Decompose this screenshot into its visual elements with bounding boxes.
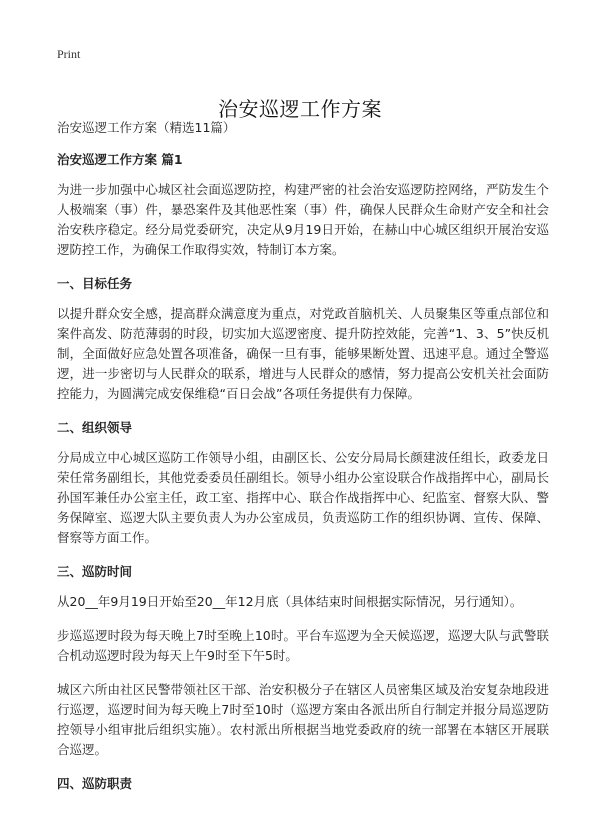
section-heading-duties: 四、巡防职责 bbox=[57, 776, 133, 791]
section-paragraph-leadership: 分局成立中心城区巡防工作领导小组，由副区长、公安分局局长颜建波任组长，政委龙日荣任常务副组长，其他党委委员任副组长。领导小组办公室设联合作战指挥中心，副局长孙国军兼任办公室主任，政工室、指挥中心、联合作战指挥中心、纪监室、督察大队、警务保障室、巡逻大队主要负责人为办公室成员，负责巡防工作的组织协调、宣传、保障、督察等方面工作。 bbox=[57, 450, 549, 545]
page-title: 治安巡逻工作方案 bbox=[218, 97, 382, 122]
print-link[interactable]: Print bbox=[57, 47, 81, 61]
document-body bbox=[57, 118, 549, 804]
section-heading-leadership: 二、组织领导 bbox=[57, 420, 133, 435]
section-paragraph-goals: 以提升群众安全感，提高群众满意度为重点，对党政首脑机关、人员聚集区等重点部位和案件高发、防范薄弱的时段，切实加大巡逻密度、提升防控效能，完善“1、3、5”快反机制，全面做好应急处置各项准备，确保一旦有事，能够果断处置、迅速平息。通过全警巡逻，进一步密切与人民群众的联系，增进与人民群众的感情，努力提高公安机关社会面防控能力，为圆满完成安保维稳“百日会战”各项任务提供有力保障。 bbox=[57, 306, 549, 401]
intro-paragraph: 为进一步加强中心城区社会面巡逻防控，构建严密的社会治安巡逻防控网络，严防发生个人极端案（事）件，暴恐案件及其他恶性案（事）件，确保人民群众生命财产安全和社会治安秩序稳定。经分局党委研究，决定从9月19日开始，在赫山中心城区组织开展治安巡逻防控工作，为确保工作取得实效，特制订本方案。 bbox=[57, 182, 549, 257]
section-heading-goals: 一、目标任务 bbox=[57, 276, 133, 291]
article-heading: 治安巡逻工作方案 篇1 bbox=[57, 152, 183, 167]
section-paragraph-patrol-shifts: 步巡巡逻时段为每天晚上7时至晚上10时。平台车巡逻为全天候巡逻，巡逻大队与武警联合机动巡逻时段为每天上午9时至下午5时。 bbox=[57, 628, 549, 663]
document-subtitle: 治安巡逻工作方案（精选11篇） bbox=[57, 120, 236, 135]
section-paragraph-patrol-stations: 城区六所由社区民警带领社区干部、治安积极分子在辖区人员密集区域及治安复杂地段进行巡逻，巡逻时间为每天晚上7时至10时（巡逻方案由各派出所自行制定并报分局巡逻防控领导小组审批后组织实施）。农村派出所根据当地党委政府的统一部署在本辖区开展联合巡逻。 bbox=[57, 682, 549, 757]
section-heading-patrol-time: 三、巡防时间 bbox=[57, 564, 133, 579]
section-paragraph-patrol-period: 从20__年9月19日开始至20__年12月底（具体结束时间根据实际情况，另行通知）。 bbox=[57, 594, 523, 609]
